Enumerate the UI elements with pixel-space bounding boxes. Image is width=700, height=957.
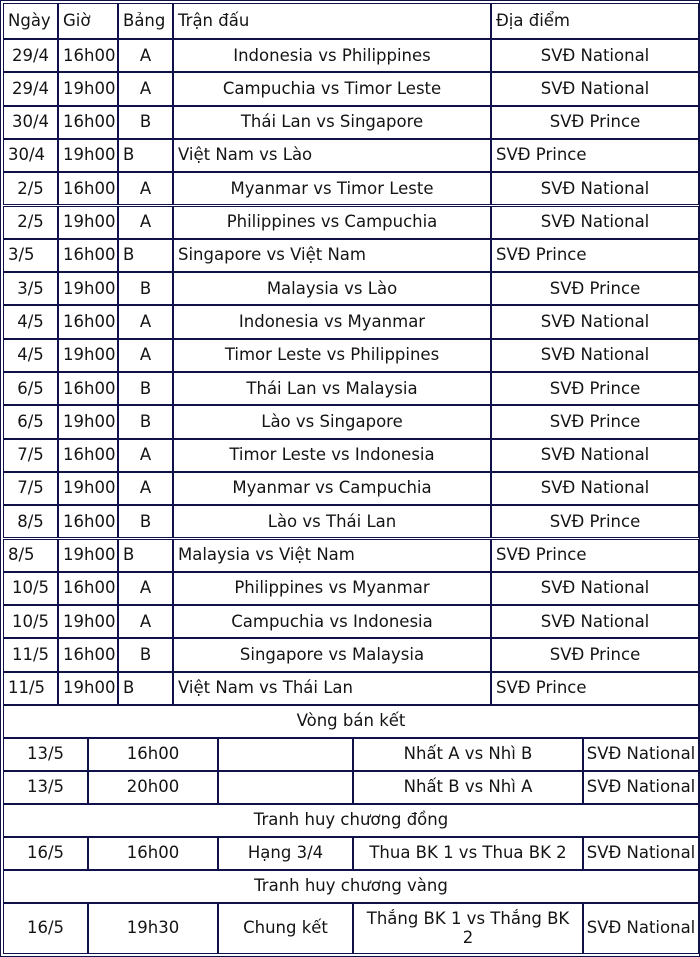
match-venue: SVĐ National [491,439,699,472]
header-group: Bảng [118,3,173,39]
match-group: B [118,505,173,538]
match-time: 19h00 [58,605,118,638]
match-venue: SVĐ National [491,72,699,105]
match-group: B [118,106,173,139]
match-venue: SVĐ Prince [491,638,699,671]
match-stage: Chung kết [218,903,353,954]
match-venue: SVĐ National [583,738,699,771]
match-group: B [118,139,173,172]
match-teams: Nhất A vs Nhì B [353,738,583,771]
match-time: 16h00 [58,239,118,272]
match-date: 11/5 [3,672,58,705]
match-date: 3/5 [3,272,58,305]
match-teams: Singapore vs Việt Nam [173,239,491,272]
match-time: 19h00 [58,539,118,572]
table-row [3,771,697,804]
match-teams: Thái Lan vs Singapore [173,106,491,139]
match-teams: Lào vs Singapore [173,405,491,438]
table-row [3,305,697,338]
match-group: B [118,372,173,405]
match-teams: Philippines vs Myanmar [173,572,491,605]
match-time: 19h00 [58,272,118,305]
table-row [3,672,697,705]
match-time: 16h00 [58,39,118,72]
match-group: A [118,572,173,605]
table-row [3,172,697,205]
match-group: A [118,39,173,72]
table-row [3,638,697,671]
table-row [3,239,697,272]
table-row [3,39,697,72]
table-header [3,3,697,39]
match-teams: Myanmar vs Campuchia [173,472,491,505]
match-date: 10/5 [3,572,58,605]
match-time: 19h30 [88,903,218,954]
match-group: A [118,72,173,105]
bronze-title: Tranh huy chương đồng [3,804,699,837]
match-time: 16h00 [58,572,118,605]
match-date: 6/5 [3,405,58,438]
match-teams: Việt Nam vs Lào [173,139,491,172]
match-time: 19h00 [58,72,118,105]
match-date: 16/5 [3,837,88,870]
match-teams: Timor Leste vs Indonesia [173,439,491,472]
match-teams: Việt Nam vs Thái Lan [173,672,491,705]
match-time: 16h00 [58,305,118,338]
match-date: 4/5 [3,339,58,372]
table-row [3,339,697,372]
header-date: Ngày [3,3,58,39]
match-venue: SVĐ Prince [491,672,699,705]
match-teams: Timor Leste vs Philippines [173,339,491,372]
match-date: 4/5 [3,305,58,338]
match-venue: SVĐ National [491,339,699,372]
table-row [3,539,697,572]
match-group: A [118,439,173,472]
match-date: 8/5 [3,505,58,538]
match-venue: SVĐ Prince [491,139,699,172]
match-group: B [118,272,173,305]
match-time: 20h00 [88,771,218,804]
match-venue: SVĐ National [583,837,699,870]
match-date: 7/5 [3,472,58,505]
bronze-section [3,804,697,837]
gold-section [3,870,697,903]
table-row [3,605,697,638]
table-row [3,572,697,605]
match-stage [218,771,353,804]
table-row [3,472,697,505]
match-group: A [118,339,173,372]
match-teams: Thua BK 1 vs Thua BK 2 [353,837,583,870]
match-date: 2/5 [3,172,58,205]
match-teams: Lào vs Thái Lan [173,505,491,538]
match-venue: SVĐ National [491,605,699,638]
match-venue: SVĐ Prince [491,372,699,405]
match-teams: Campuchia vs Timor Leste [173,72,491,105]
match-time: 16h00 [88,738,218,771]
match-venue: SVĐ Prince [491,405,699,438]
match-teams: Campuchia vs Indonesia [173,605,491,638]
table-row [3,505,697,538]
match-teams: Singapore vs Malaysia [173,638,491,671]
match-time: 19h00 [58,139,118,172]
match-teams: Malaysia vs Việt Nam [173,539,491,572]
match-date: 30/4 [3,106,58,139]
match-venue: SVĐ National [491,305,699,338]
match-date: 10/5 [3,605,58,638]
match-teams: Indonesia vs Myanmar [173,305,491,338]
table-row [3,405,697,438]
match-teams: Thái Lan vs Malaysia [173,372,491,405]
table-row [3,206,697,239]
match-group: A [118,605,173,638]
match-group: B [118,539,173,572]
header-match: Trận đấu [173,3,491,39]
match-time: 16h00 [58,439,118,472]
match-stage: Hạng 3/4 [218,837,353,870]
match-time: 16h00 [88,837,218,870]
match-venue: SVĐ National [491,172,699,205]
match-time: 16h00 [58,172,118,205]
match-time: 19h00 [58,672,118,705]
match-date: 13/5 [3,738,88,771]
header-time: Giờ [58,3,118,39]
gold-title: Tranh huy chương vàng [3,870,699,903]
match-date: 2/5 [3,206,58,239]
match-group: B [118,405,173,438]
match-group: A [118,472,173,505]
table-row [3,903,697,954]
match-time: 19h00 [58,405,118,438]
match-group: A [118,206,173,239]
match-stage [218,738,353,771]
match-group: B [118,638,173,671]
semifinal-title: Vòng bán kết [3,705,699,738]
match-time: 19h00 [58,339,118,372]
match-venue: SVĐ National [491,472,699,505]
match-teams: Philippines vs Campuchia [173,206,491,239]
match-date: 16/5 [3,903,88,954]
match-time: 16h00 [58,372,118,405]
table-row [3,372,697,405]
match-date: 7/5 [3,439,58,472]
match-venue: SVĐ National [583,771,699,804]
table-row [3,738,697,771]
match-date: 29/4 [3,39,58,72]
match-venue: SVĐ National [491,39,699,72]
match-time: 19h00 [58,206,118,239]
match-date: 13/5 [3,771,88,804]
match-venue: SVĐ Prince [491,505,699,538]
match-venue: SVĐ National [583,903,699,954]
match-group: A [118,305,173,338]
match-venue: SVĐ Prince [491,539,699,572]
table-row [3,439,697,472]
semifinal-section [3,705,697,738]
table-row [3,106,697,139]
match-group: A [118,172,173,205]
match-venue: SVĐ National [491,572,699,605]
match-time: 16h00 [58,106,118,139]
match-date: 3/5 [3,239,58,272]
match-date: 29/4 [3,72,58,105]
match-teams: Thắng BK 1 vs Thắng BK 2 [353,903,583,954]
table-row [3,72,697,105]
table-row [3,837,697,870]
table-row [3,139,697,172]
match-date: 30/4 [3,139,58,172]
match-date: 11/5 [3,638,58,671]
match-time: 16h00 [58,505,118,538]
match-time: 16h00 [58,638,118,671]
table-row [3,272,697,305]
match-teams: Malaysia vs Lào [173,272,491,305]
match-teams: Indonesia vs Philippines [173,39,491,72]
match-venue: SVĐ Prince [491,272,699,305]
match-group: B [118,672,173,705]
match-teams: Myanmar vs Timor Leste [173,172,491,205]
match-time: 19h00 [58,472,118,505]
match-date: 8/5 [3,539,58,572]
header-venue: Địa điểm [491,3,699,39]
match-group: B [118,239,173,272]
match-date: 6/5 [3,372,58,405]
match-venue: SVĐ Prince [491,239,699,272]
match-venue: SVĐ National [491,206,699,239]
match-teams: Nhất B vs Nhì A [353,771,583,804]
match-venue: SVĐ Prince [491,106,699,139]
